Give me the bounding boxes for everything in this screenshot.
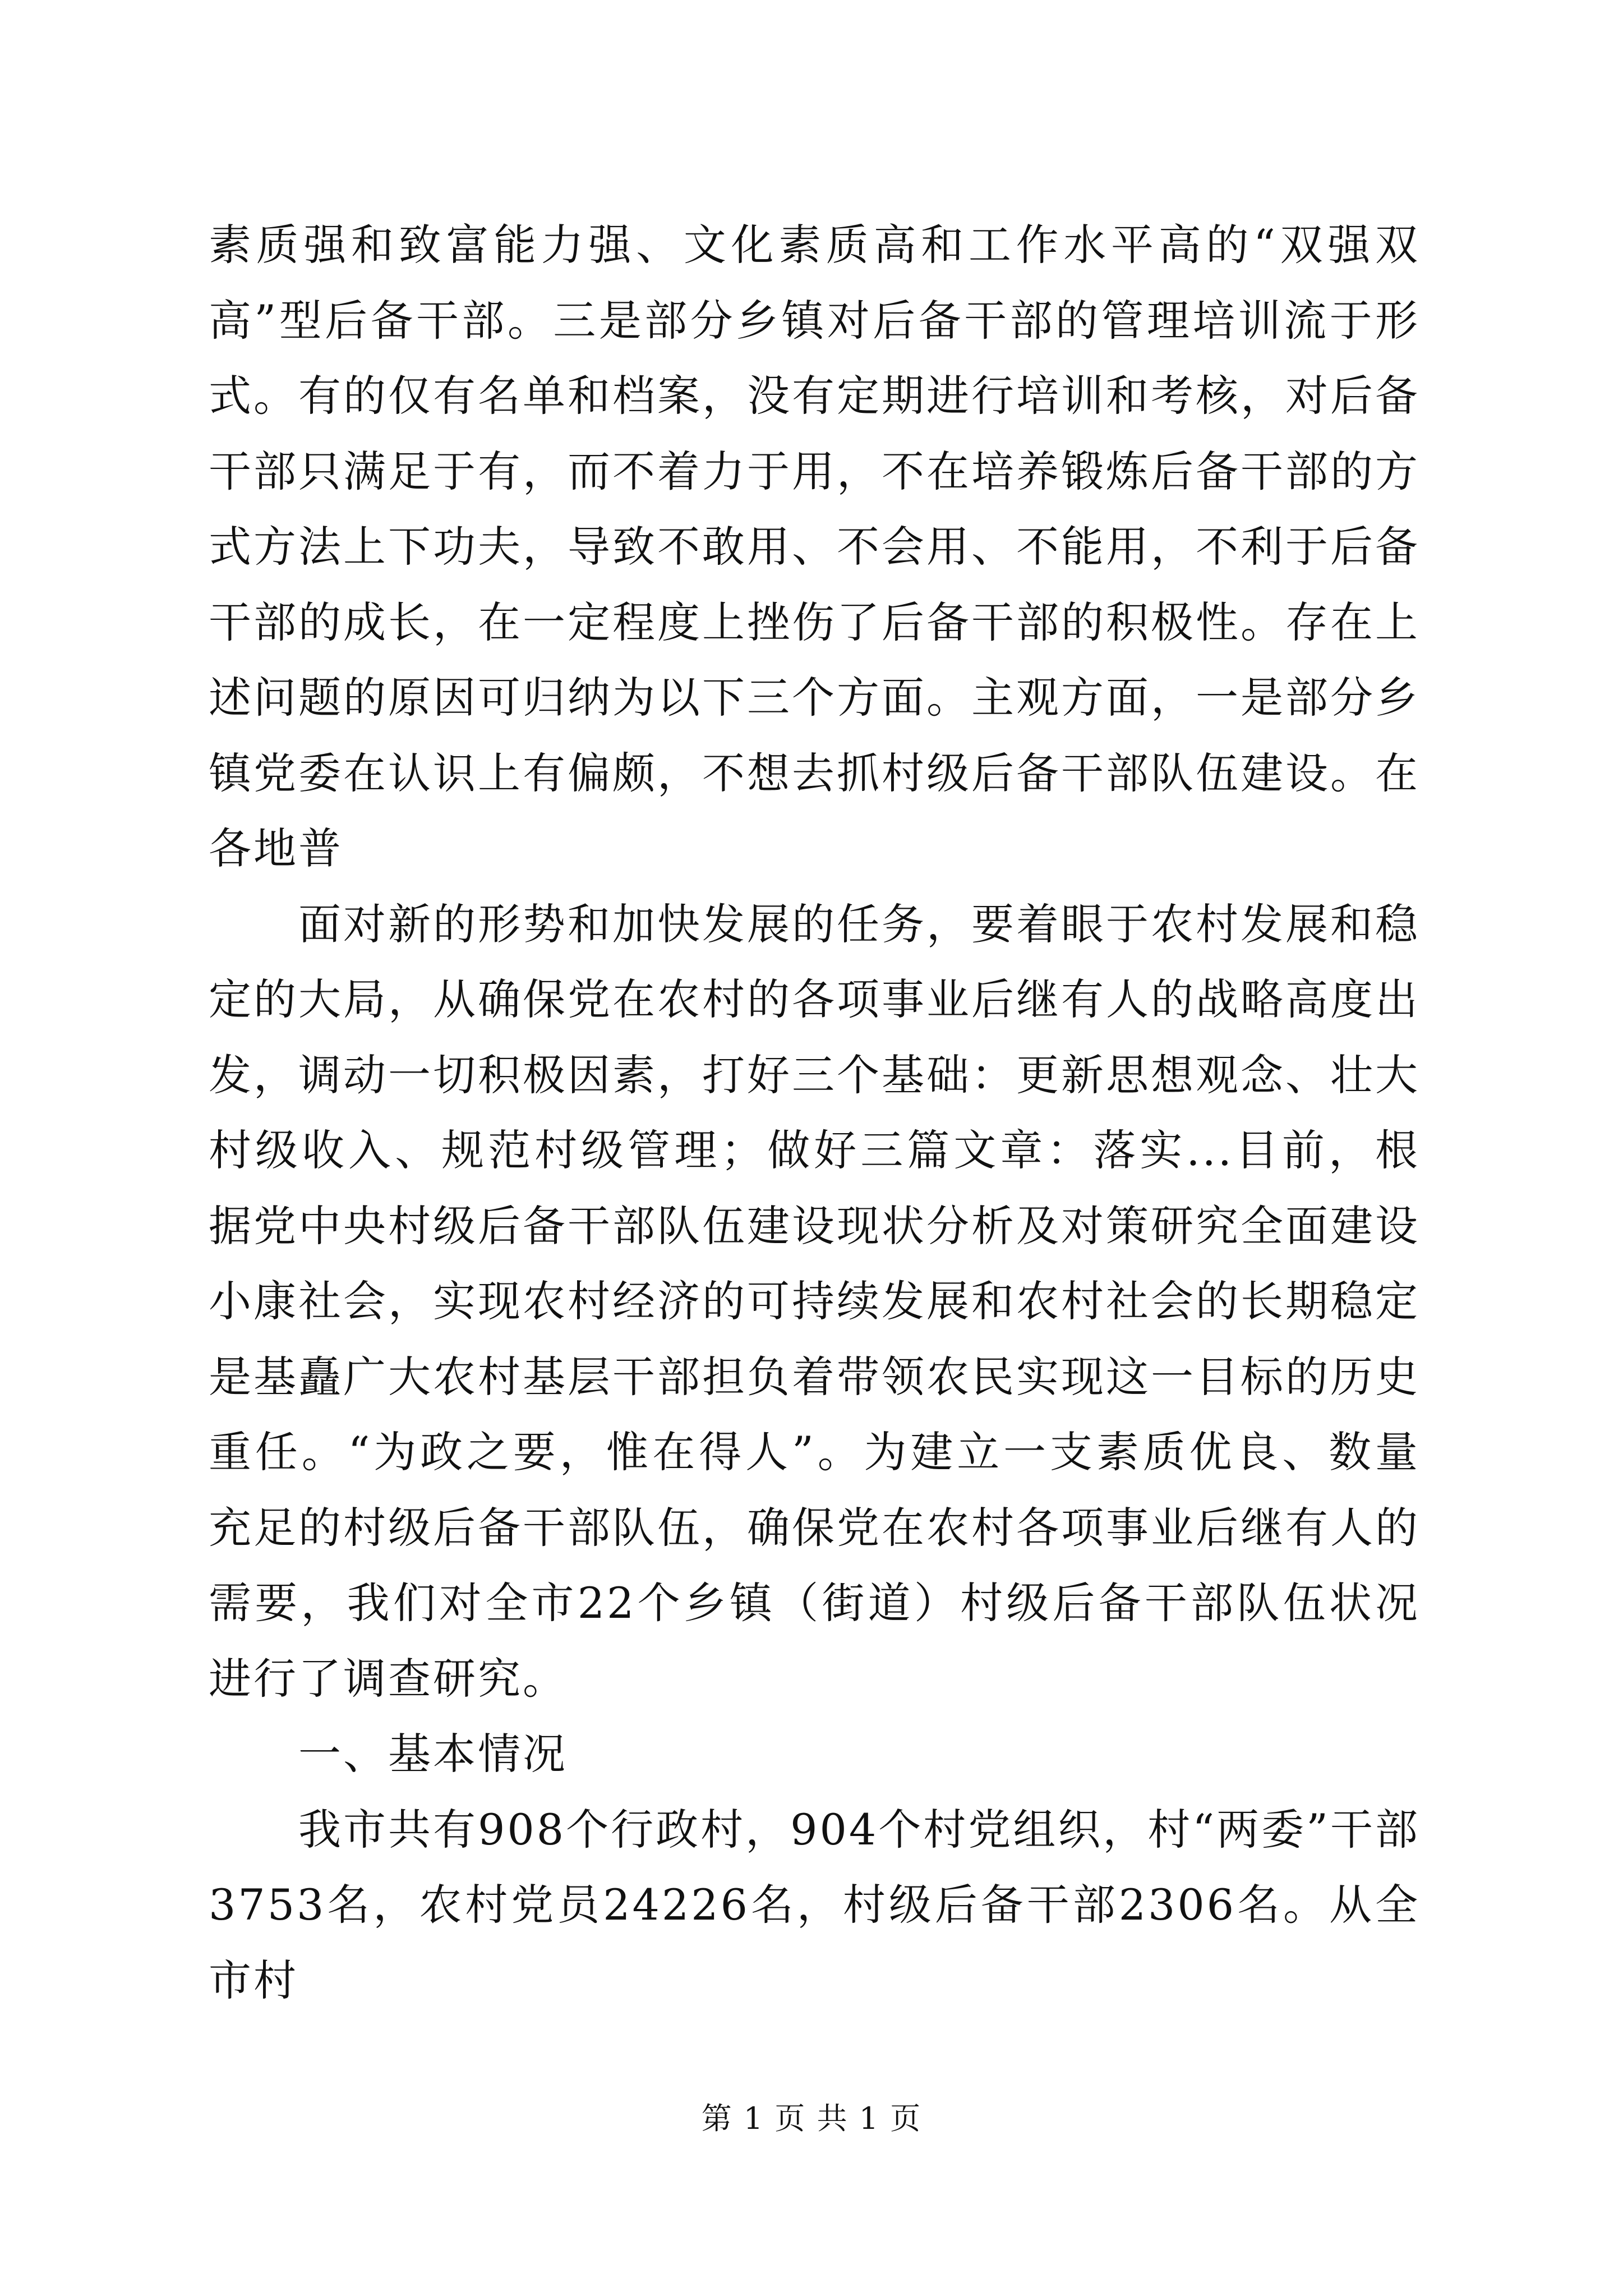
paragraph-1: 素质强和致富能力强、文化素质高和工作水平高的“双强双高”型后备干部。三是部分乡镇对后备干部的管理培训流于形式。有的仅有名单和档案，没有定期进行培训和考核，对后备干部只满足于有，而不着力于用，不在培养锻炼后备干部的方式方法上下功夫，导致不敢用、不会用、不能用，不利于后备干部的成长，在一定程度上挫伤了后备干部的积极性。存在上述问题的原因可归纳为以下三个方面。主观方面，一是部分乡镇党委在认识上有偏颇，不想去抓村级后备干部队伍建设。在各地普 xyxy=(209,220,1420,873)
page-footer: 第 1 页 共 1 页 xyxy=(701,2101,922,2136)
document-body xyxy=(209,208,1420,2018)
section-heading: 一、基本情况 xyxy=(298,1729,568,1779)
paragraph-3: 我市共有908个行政村，904个村党组织，村“两委”干部3753名，农村党员24226名，村级后备干部2306名。从全市村 xyxy=(209,1804,1420,2005)
paragraph-2: 面对新的形势和加快发展的任务，要着眼于农村发展和稳定的大局，从确保党在农村的各项事业后继有人的战略高度出发，调动一切积极因素，打好三个基础：更新思想观念、壮大村级收入、规范村级管理；做好三篇文章：落实...目前，根据党中央村级后备干部队伍建设现状分析及对策研究全面建设小康社会，实现农村经济的可持续发展和农村社会的长期稳定是基矗广大农村基层干部担负着带领农民实现这一目标的历史重任。“为政之要，惟在得人”。为建立一支素质优良、数量充足的村级后备干部队伍，确保党在农村各项事业后继有人的需要，我们对全市22个乡镇（街道）村级后备干部队伍状况进行了调查研究。 xyxy=(209,899,1420,1704)
